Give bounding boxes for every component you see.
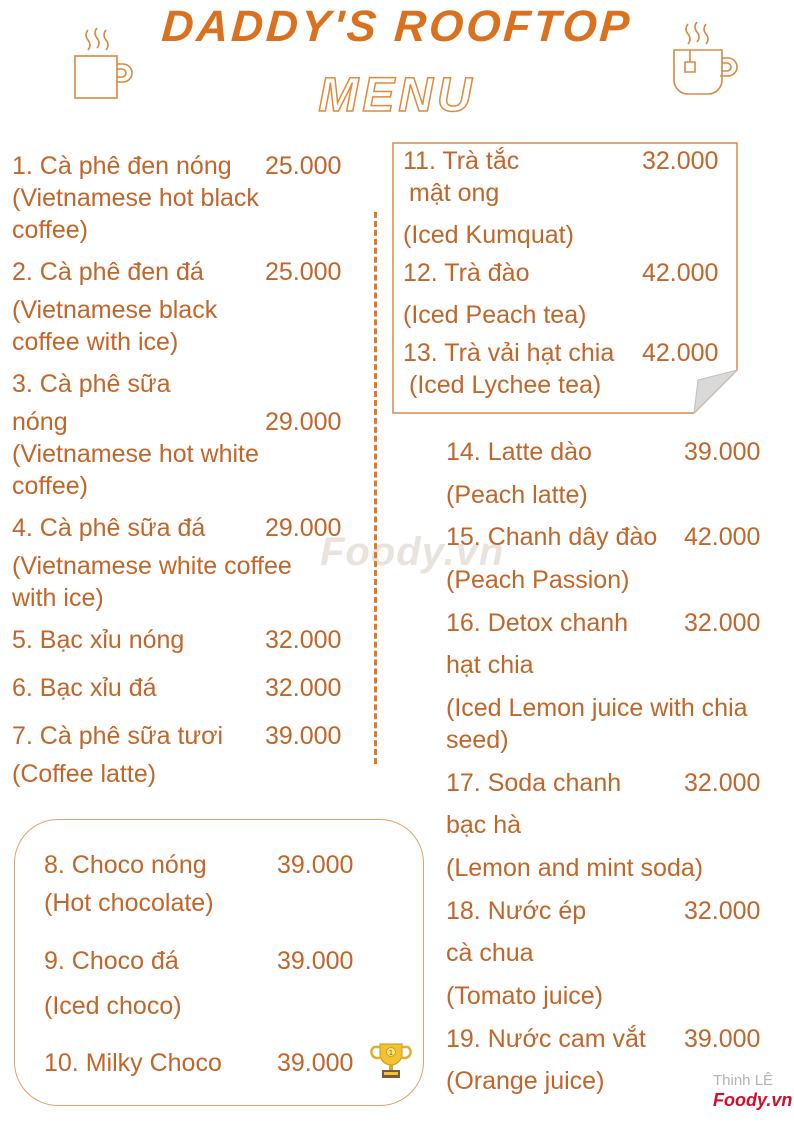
menu-item-english: (Coffee latte) xyxy=(12,760,157,788)
menu-item-price: 32.000 xyxy=(642,147,719,175)
trophy-icon xyxy=(370,1040,412,1082)
menu-item-english: coffee with ice) xyxy=(12,328,179,356)
menu-item-price: 29.000 xyxy=(265,408,342,436)
menu-item-price: 42.000 xyxy=(642,339,719,367)
tea-cup-icon xyxy=(668,20,742,102)
menu-item-name: 3. Cà phê sữa xyxy=(12,370,171,398)
menu-item-english: (Vietnamese white coffee xyxy=(12,552,292,580)
menu-heading: MENU xyxy=(318,69,476,122)
menu-item-name: 8. Choco nóng xyxy=(44,851,207,879)
menu-item-name: 18. Nước ép xyxy=(446,897,587,925)
menu-item-english: (Orange juice) xyxy=(446,1067,605,1095)
menu-item-english: coffee) xyxy=(12,472,88,500)
menu-item-price: 39.000 xyxy=(265,722,342,750)
menu-item-name: 6. Bạc xỉu đá xyxy=(12,674,157,702)
menu-item-price: 39.000 xyxy=(277,851,354,879)
menu-item-name: 14. Latte dào xyxy=(446,438,592,466)
menu-item-english: (Vietnamese hot white xyxy=(12,440,259,468)
menu-item-name: 11. Trà tắc xyxy=(403,147,520,175)
menu-item-price: 39.000 xyxy=(277,1049,354,1077)
restaurant-title: DADDY'S ROOFTOP xyxy=(160,2,634,51)
coffee-cup-icon xyxy=(70,26,136,104)
menu-item-price: 39.000 xyxy=(684,438,761,466)
menu-item-english: (Iced Lychee tea) xyxy=(409,371,602,399)
menu-item-english: (Iced Peach tea) xyxy=(403,301,587,329)
menu-item-name: 1. Cà phê đen nóng xyxy=(12,152,232,180)
menu-item-english: (Hot chocolate) xyxy=(44,889,214,917)
menu-item-price: 25.000 xyxy=(265,152,342,180)
menu-item-name: 13. Trà vải hạt chia xyxy=(403,339,615,367)
menu-item-english: (Vietnamese black xyxy=(12,296,218,324)
menu-item-name: 2. Cà phê đen đá xyxy=(12,258,204,286)
menu-item-english: (Peach Passion) xyxy=(446,566,630,594)
menu-item-price: 39.000 xyxy=(277,947,354,975)
menu-item-name: 10. Milky Choco xyxy=(44,1049,222,1077)
menu-item-price: 32.000 xyxy=(684,897,761,925)
menu-item-name: 7. Cà phê sữa tươi xyxy=(12,722,224,750)
menu-item-name: 16. Detox chanh xyxy=(446,609,629,637)
column-divider xyxy=(374,212,377,764)
menu-item-name: nóng xyxy=(12,408,68,436)
menu-item-price: 32.000 xyxy=(265,626,342,654)
menu-item-price: 25.000 xyxy=(265,258,342,286)
menu-item-english: (Peach latte) xyxy=(446,481,588,509)
menu-item-price: 39.000 xyxy=(684,1025,761,1053)
photo-credit-name: Thinh LÊ xyxy=(713,1072,774,1089)
menu-item-english: (Iced Kumquat) xyxy=(403,221,574,249)
menu-item-name: 17. Soda chanh xyxy=(446,769,622,797)
menu-item-price: 42.000 xyxy=(684,523,761,551)
menu-item-price: 32.000 xyxy=(684,769,761,797)
menu-item-name: hạt chia xyxy=(446,651,534,679)
svg-text:1: 1 xyxy=(388,1049,394,1057)
foody-logo: Foody.vn xyxy=(713,1090,793,1110)
menu-item-price: 32.000 xyxy=(265,674,342,702)
foody-watermark: Foody.vn xyxy=(320,530,505,574)
menu-item-english: coffee) xyxy=(12,216,88,244)
menu-item-name: 5. Bạc xỉu nóng xyxy=(12,626,185,654)
menu-item-name: 9. Choco đá xyxy=(44,947,179,975)
menu-item-english: (Vietnamese hot black xyxy=(12,184,259,212)
menu-item-name: 15. Chanh dây đào xyxy=(446,523,658,551)
menu-item-price: 42.000 xyxy=(642,259,719,287)
menu-item-english: seed) xyxy=(446,726,509,754)
menu-item-english: with ice) xyxy=(12,584,104,612)
menu-item-name: cà chua xyxy=(446,939,534,967)
menu-item-name: 4. Cà phê sữa đá xyxy=(12,514,206,542)
menu-item-name: 12. Trà đào xyxy=(403,259,530,287)
menu-item-name: bạc hà xyxy=(446,811,522,839)
menu-item-english: (Iced choco) xyxy=(44,992,182,1020)
menu-item-name: 19. Nước cam vắt xyxy=(446,1025,646,1053)
menu-item-english: (Lemon and mint soda) xyxy=(446,854,704,882)
menu-item-english: (Tomato juice) xyxy=(446,982,603,1010)
menu-item-name: mật ong xyxy=(409,179,500,207)
menu-item-english: (Iced Lemon juice with chia xyxy=(446,694,748,722)
menu-item-price: 29.000 xyxy=(265,514,342,542)
menu-item-price: 32.000 xyxy=(684,609,761,637)
